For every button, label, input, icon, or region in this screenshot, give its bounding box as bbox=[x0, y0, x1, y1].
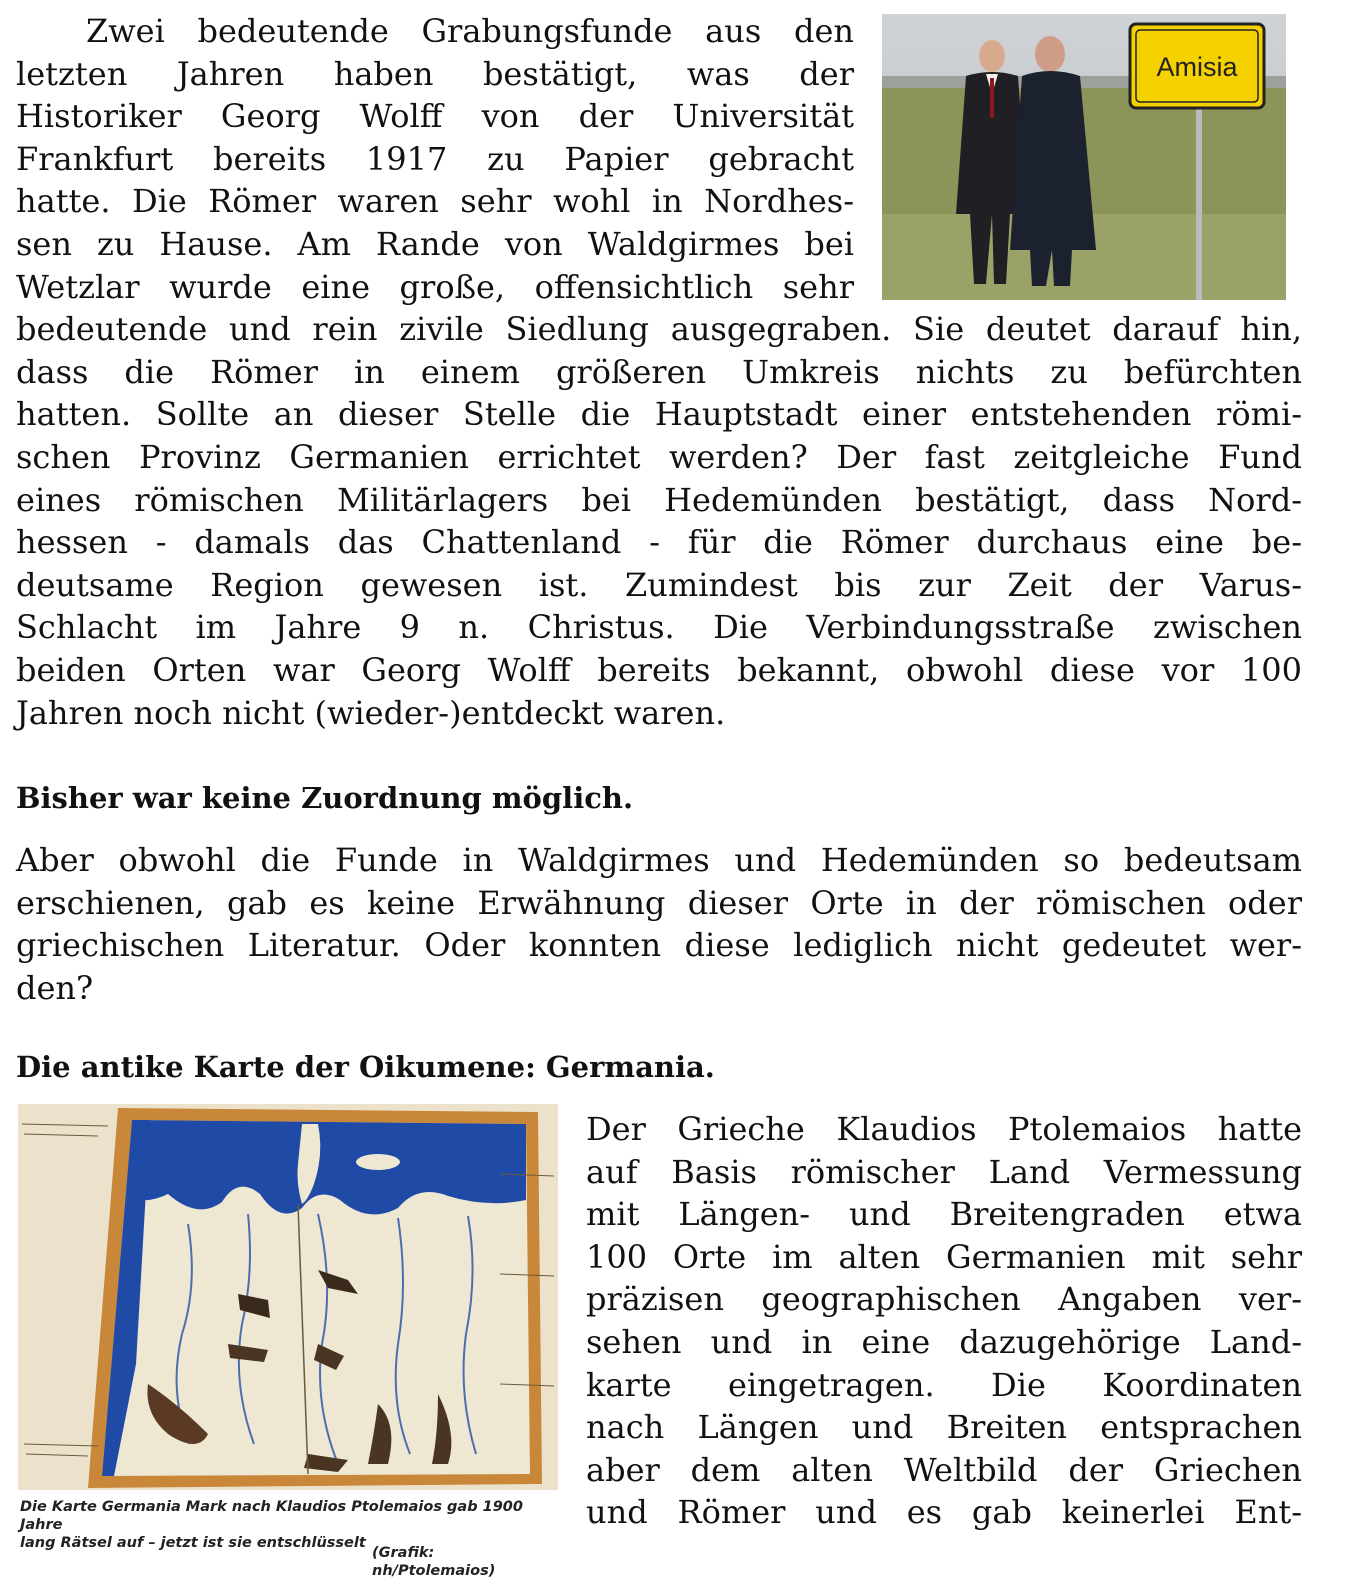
text-line: hatten. Sollte an dieser Stelle die Hauptstadt einer entstehenden römi- bbox=[16, 395, 1302, 434]
caption-line: lang Rätsel auf – jetzt ist sie entschlüsselt bbox=[20, 1535, 366, 1551]
text-line: und Römer und es gab keinerlei Ent- bbox=[586, 1493, 1302, 1532]
caption-line: Die Karte Germania Mark nach Klaudios Ptolemaios gab 1900 Jahre bbox=[20, 1499, 523, 1533]
photo-men-with-sign bbox=[882, 14, 1286, 300]
text-line: erschienen, gab es keine Erwähnung dieser Orte in der römischen oder bbox=[16, 883, 1302, 922]
text-line: Aber obwohl die Funde in Waldgirmes und Hedemünden so bedeutsam bbox=[16, 841, 1302, 879]
text-line: Zwei bedeutende Grabungsfunde aus den bbox=[86, 12, 854, 50]
text-line: bedeutende und rein zivile Siedlung ausgegraben. Sie deutet darauf hin, bbox=[16, 310, 1302, 349]
text-line: mit Längen- und Breitengraden etwa bbox=[586, 1195, 1302, 1234]
paragraph-2 bbox=[16, 839, 1302, 1009]
text-line: eines römischen Militärlagers bei Hedemünden bestätigt, dass Nord- bbox=[16, 480, 1302, 519]
text-line: beiden Orten war Georg Wolff bereits bekannt, obwohl diese vor 100 bbox=[16, 650, 1302, 689]
text-line: dass die Römer in einem größeren Umkreis nichts zu befürchten bbox=[16, 352, 1302, 391]
section-heading: Bisher war keine Zuordnung möglich. bbox=[16, 781, 634, 815]
text-line: Der Grieche Klaudios Ptolemaios hatte bbox=[586, 1110, 1302, 1148]
text-line: karte eingetragen. Die Koordinaten bbox=[586, 1365, 1302, 1404]
text-line: griechischen Literatur. Oder konnten diese lediglich nicht gedeutet wer- bbox=[16, 926, 1302, 965]
text-line: hatte. Die Römer waren sehr wohl in Nordhes- bbox=[16, 182, 854, 221]
text-line: den? bbox=[16, 968, 94, 1007]
germania-map bbox=[18, 1104, 558, 1490]
text-line: letzten Jahren haben bestätigt, was der bbox=[16, 54, 854, 93]
text-line: auf Basis römischer Land Vermessung bbox=[586, 1152, 1302, 1191]
text-line: sen zu Hause. Am Rande von Waldgirmes bei bbox=[16, 224, 854, 263]
text-line: hessen - damals das Chattenland - für die Römer durchaus eine be- bbox=[16, 523, 1302, 562]
map-credit: (Grafik: nh/Ptolemaios) bbox=[372, 1545, 496, 1579]
text-line: Frankfurt bereits 1917 zu Papier gebracht bbox=[16, 139, 854, 178]
section-heading: Die antike Karte der Oikumene: Germania. bbox=[16, 1050, 715, 1084]
text-line: Wetzlar wurde eine große, offensichtlich sehr bbox=[16, 267, 854, 306]
text-line: 100 Orte im alten Germanien mit sehr bbox=[586, 1237, 1302, 1276]
map-illustration bbox=[18, 1104, 558, 1490]
text-line: deutsame Region gewesen ist. Zumindest bis zur Zeit der Varus- bbox=[16, 565, 1302, 604]
paragraph-3 bbox=[586, 1108, 1302, 1534]
text-line: Schlacht im Jahre 9 n. Christus. Die Verbindungsstraße zwischen bbox=[16, 608, 1302, 647]
text-line: schen Provinz Germanien errichtet werden? Der fast zeitgleiche Fund bbox=[16, 437, 1302, 476]
sign-label: Amisia bbox=[1156, 52, 1238, 82]
text-line: nach Längen und Breiten entsprachen bbox=[586, 1408, 1302, 1447]
text-line: aber dem alten Weltbild der Griechen bbox=[586, 1450, 1302, 1489]
text-line: sehen und in eine dazugehörige Land- bbox=[586, 1322, 1302, 1361]
text-line: Jahren noch nicht (wieder-)entdeckt waren. bbox=[16, 693, 726, 732]
text-line: Historiker Georg Wolff von der Universität bbox=[16, 97, 854, 136]
text-line: präzisen geographischen Angaben ver- bbox=[586, 1280, 1302, 1319]
